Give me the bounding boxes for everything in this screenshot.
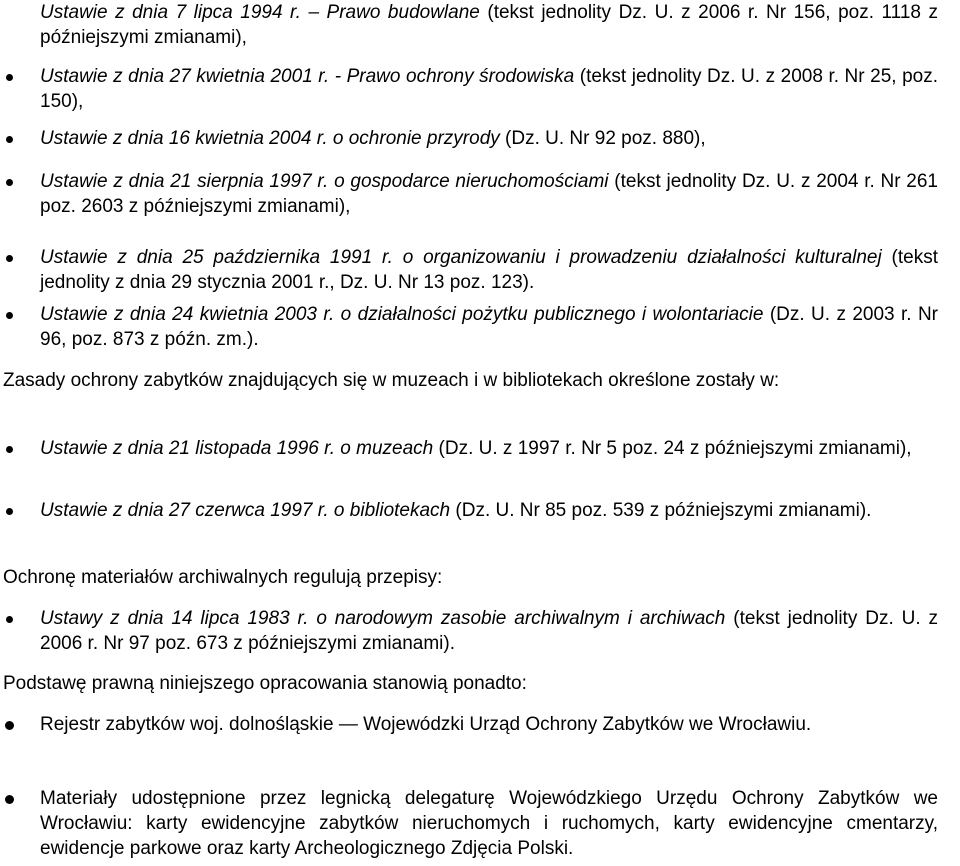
list-item <box>0 436 960 461</box>
bullet-icon <box>6 136 13 143</box>
statute-title: Ustawie z dnia 25 października 1991 r. o organizowaniu i prowadzeniu działalności kulturalnej <box>40 247 882 268</box>
list-item <box>0 126 960 151</box>
statute-reference: (Dz. U. Nr 92 poz. 880), <box>499 128 706 149</box>
paragraph-archives: Ochronę materiałów archiwalnych regulują przepisy: <box>3 567 443 588</box>
statute-title: Ustawie z dnia 27 kwietnia 2001 r. - Prawo ochrony środowiska <box>40 66 575 87</box>
bullet-icon <box>5 795 14 804</box>
list-item <box>0 64 960 114</box>
list-item <box>0 606 960 656</box>
list-item <box>0 302 960 352</box>
statute-reference: (tekst jednolity z dnia 29 stycznia 2001 r., Dz. U. Nr 13 poz. 123). <box>40 247 938 293</box>
statute-title: Ustawie z dnia 7 lipca 1994 r. – Prawo budowlane <box>40 2 480 23</box>
statute-reference: (tekst jednolity Dz. U. z 2006 r. Nr 156, poz. 1118 z późniejszymi zmianami), <box>40 2 938 48</box>
bullet-icon <box>6 508 13 515</box>
bullet-icon <box>6 179 13 186</box>
statute-title: Ustawie z dnia 21 listopada 1996 r. o muzeach <box>40 438 434 459</box>
bullet-icon <box>6 255 13 262</box>
list-item <box>0 498 960 523</box>
source-text: Rejestr zabytków woj. dolnośląskie — Wojewódzki Urząd Ochrony Zabytków we Wrocławiu. <box>40 714 812 735</box>
statute-reference: (Dz. U. z 2003 r. Nr 96, poz. 873 z późn. zm.). <box>40 304 938 350</box>
statute-reference: (tekst jednolity Dz. U. z 2008 r. Nr 25, poz. 150), <box>40 66 939 112</box>
statute-reference: (Dz. U. Nr 85 poz. 539 z późniejszymi zmianami). <box>450 500 872 521</box>
statute-title: Ustawie z dnia 21 sierpnia 1997 r. o gospodarce nieruchomościami <box>40 171 609 192</box>
statute-reference: (Dz. U. z 1997 r. Nr 5 poz. 24 z późniejszymi zmianami), <box>433 438 912 459</box>
source-text: Materiały udostępnione przez legnicką delegaturę Wojewódzkiego Urzędu Ochrony Zabytków we Wrocławiu: karty ewidencyjne zabytków nieruchomych i ruchomych, karty ewidencyjne cmentarzy, ewidencje parkowe oraz karty Archeologicznego Zdjęcia Polski. <box>40 788 938 859</box>
statute-title: Ustawie z dnia 16 kwietnia 2004 r. o ochronie przyrody <box>40 128 500 149</box>
paragraph-basis: Podstawę prawną niniejszego opracowania stanowią ponadto: <box>3 673 527 694</box>
bullet-icon <box>6 446 13 453</box>
list-item <box>0 245 960 295</box>
bullet-icon <box>6 616 13 623</box>
list-item <box>0 0 960 50</box>
statute-reference: (tekst jednolity Dz. U. z 2006 r. Nr 97 poz. 673 z późniejszymi zmianami). <box>40 608 939 654</box>
statute-reference: (tekst jednolity Dz. U. z 2004 r. Nr 261 poz. 2603 z późniejszymi zmianami), <box>40 171 939 217</box>
bullet-icon <box>5 721 14 730</box>
list-item <box>0 169 960 219</box>
list-item <box>0 786 960 861</box>
bullet-icon <box>6 312 13 319</box>
list-item <box>0 712 960 737</box>
statute-title: Ustawy z dnia 14 lipca 1983 r. o narodowym zasobie archiwalnym i archiwach <box>40 608 726 629</box>
statute-title: Ustawie z dnia 24 kwietnia 2003 r. o działalności pożytku publicznego i wolontariacie <box>40 304 764 325</box>
statute-title: Ustawie z dnia 27 czerwca 1997 r. o bibliotekach <box>40 500 451 521</box>
paragraph-museums: Zasady ochrony zabytków znajdujących się w muzeach i w bibliotekach określone zostały w: <box>3 370 780 391</box>
bullet-icon <box>6 74 13 81</box>
